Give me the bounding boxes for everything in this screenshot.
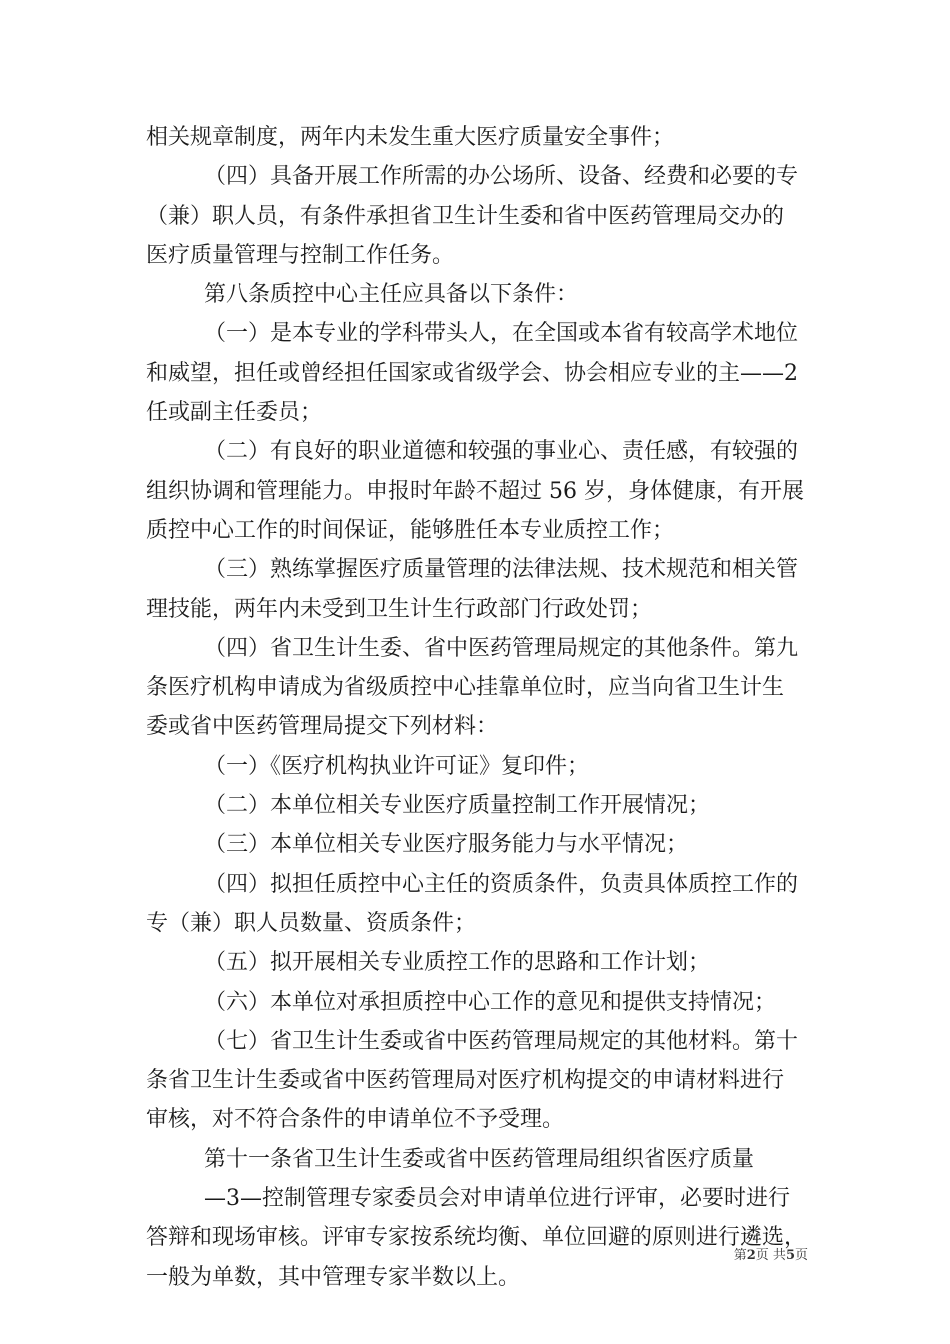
body-line: 审核，对不符合条件的申请单位不予受理。 <box>146 1107 565 1133</box>
body-line: —3—控制管理专家委员会对申请单位进行评审，必要时进行 <box>204 1186 790 1212</box>
body-line: （四）省卫生计生委、省中医药管理局规定的其他条件。第九 <box>204 635 799 661</box>
body-line: （五）拟开展相关专业质控工作的思路和工作计划； <box>204 950 711 976</box>
body-line: 条省卫生计生委或省中医药管理局对医疗机构提交的申请材料进行 <box>146 1068 785 1094</box>
body-line: 组织协调和管理能力。申报时年龄不超过 56 岁，身体健康，有开展 <box>146 478 804 504</box>
body-line: （一）《医疗机构执业许可证》复印件； <box>204 753 590 779</box>
body-line: 第八条质控中心主任应具备以下条件： <box>204 282 579 308</box>
document-body <box>146 118 816 1297</box>
body-line: （一）是本专业的学科带头人，在全国或本省有较高学术地位 <box>204 321 799 347</box>
body-line: （四）具备开展工作所需的办公场所、设备、经费和必要的专 <box>204 164 799 190</box>
footer-current-page: 2 <box>746 1248 756 1263</box>
body-line: （兼）职人员，有条件承担省卫生计生委和省中医药管理局交办的 <box>146 203 785 229</box>
body-line: （三）本单位相关专业医疗服务能力与水平情况； <box>204 832 689 858</box>
body-line: （二）有良好的职业道德和较强的事业心、责任感，有较强的 <box>204 439 799 465</box>
body-line: （六）本单位对承担质控中心工作的意见和提供支持情况； <box>204 989 777 1015</box>
body-line: 任或副主任委员； <box>146 400 323 426</box>
body-line: （七）省卫生计生委或省中医药管理局规定的其他材料。第十 <box>204 1028 799 1054</box>
body-line: 一般为单数，其中管理专家半数以上。 <box>146 1264 521 1290</box>
body-line: 委或省中医药管理局提交下列材料： <box>146 714 499 740</box>
body-line: 第十一条省卫生计生委或省中医药管理局组织省医疗质量 <box>204 1146 755 1172</box>
body-line: 相关规章制度，两年内未发生重大医疗质量安全事件； <box>146 125 675 150</box>
body-line: （四）拟担任质控中心主任的资质条件，负责具体质控工作的 <box>204 871 799 897</box>
body-line: 医疗质量管理与控制工作任务。 <box>146 242 455 268</box>
body-line: 专（兼）职人员数量、资质条件； <box>146 910 477 936</box>
body-line: （三）熟练掌握医疗质量管理的法律法规、技术规范和相关管 <box>204 557 799 583</box>
body-line: 答辩和现场审核。评审专家按系统均衡、单位回避的原则进行遴选， <box>146 1225 807 1251</box>
footer-suffix: 页 <box>794 1248 808 1263</box>
body-line: 和威望，担任或曾经担任国家或省级学会、协会相应专业的主——2 <box>146 360 798 386</box>
body-line: 条医疗机构申请成为省级质控中心挂靠单位时，应当向省卫生计生 <box>146 675 785 701</box>
body-line: 质控中心工作的时间保证，能够胜任本专业质控工作； <box>146 517 675 543</box>
body-line: 理技能，两年内未受到卫生计生行政部门行政处罚； <box>146 596 653 622</box>
footer-middle: 页 共 <box>755 1248 786 1263</box>
footer-prefix: 第 <box>733 1248 747 1263</box>
body-line: （二）本单位相关专业医疗质量控制工作开展情况； <box>204 793 711 819</box>
page-footer <box>734 1244 808 1263</box>
footer-total-pages: 5 <box>785 1248 795 1263</box>
